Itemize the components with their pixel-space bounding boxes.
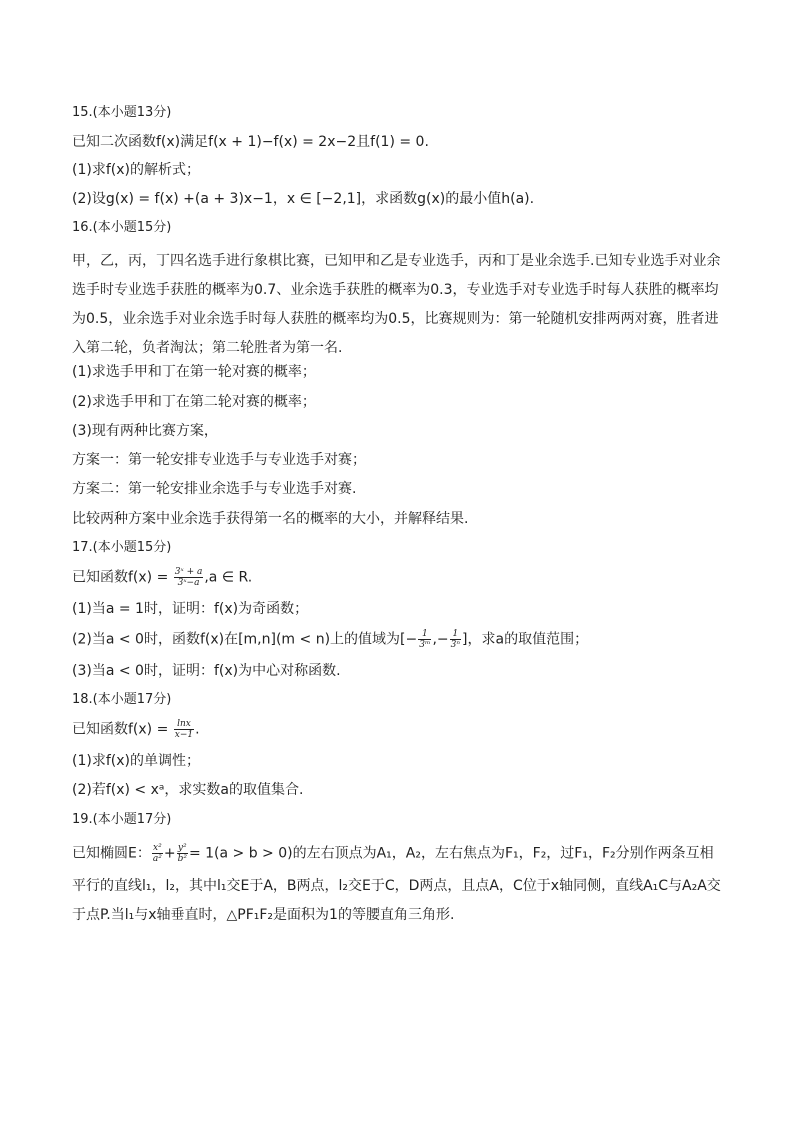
q17-part1: (1)当a = 1时，证明：f(x)为奇函数； (72, 601, 309, 617)
q16-heading: 16.(本小题15分) (72, 220, 172, 235)
q16-part1: (1)求选手甲和丁在第一轮对赛的概率； (72, 364, 316, 380)
q17-p2-frac2-den: 3ⁿ (450, 640, 461, 650)
q18-stem (72, 719, 200, 740)
q17-p2-frac2 (450, 629, 461, 650)
q18-heading: 18.(本小题17分) (72, 692, 172, 707)
q19-plus: + (163, 845, 176, 862)
q18-stem-post: . (195, 721, 200, 738)
q17-frac-den: 3ˣ−a (177, 578, 200, 588)
q19-heading: 19.(本小题17分) (72, 812, 172, 827)
q17-p2-frac1 (418, 629, 431, 650)
q17-stem-post: ,a ∈ R. (204, 569, 253, 586)
q16-plan2: 方案二：第一轮安排业余选手与专业选手对赛. (72, 481, 357, 497)
q19-frac-y-num: y² (177, 843, 187, 853)
q17-stem-pre: 已知函数f(x) = (72, 569, 169, 586)
q17-p2-frac2-num: 1 (450, 629, 461, 640)
q16-part3: (3)现有两种比赛方案， (72, 423, 218, 439)
q16-compare: 比较两种方案中业余选手获得第一名的概率的大小，并解释结果. (72, 511, 469, 527)
q19-frac-y-den: b² (177, 854, 187, 864)
q17-frac-num: 3ˣ + a (174, 567, 203, 577)
q17-p2-frac1-num: 1 (418, 629, 431, 640)
q18-frac-num: lnx (174, 719, 194, 730)
q17-part3: (3)当a < 0时，证明：f(x)为中心对称函数. (72, 663, 341, 679)
q19-frac-y (177, 843, 188, 864)
q18-part1: (1)求f(x)的单调性； (72, 753, 200, 769)
q18-fraction (174, 719, 194, 740)
q19-stem-line3: 于点P.当l₁与x轴垂直时，△PF₁F₂是面积为1的等腰直角三角形. (72, 907, 455, 923)
q16-plan1: 方案一：第一轮安排专业选手与专业选手对赛； (72, 452, 366, 468)
q17-part2 (72, 629, 588, 650)
q18-stem-pre: 已知函数f(x) = (72, 721, 169, 738)
q17-p2-frac1-den: 3ᵐ (419, 640, 431, 650)
q19-frac-x (152, 843, 163, 864)
q15-part1: (1)求f(x)的解析式； (72, 162, 200, 178)
q17-fraction (174, 567, 204, 588)
q17-p2-post: ]，求a的取值范围； (462, 631, 589, 648)
q17-stem (72, 567, 252, 588)
q18-part2: (2)若f(x) < xᵃ，求实数a的取值集合. (72, 782, 304, 798)
q16-part2: (2)求选手甲和丁在第二轮对赛的概率； (72, 394, 316, 410)
q15-stem: 已知二次函数f(x)满足f(x + 1)−f(x) = 2x−2且f(1) = 0. (72, 134, 429, 150)
q17-p2-mid: ,− (432, 631, 449, 648)
q19-stem-line2: 平行的直线l₁，l₂，其中l₁交E于A，B两点，l₂交E于C，D两点，且点A，C位于x轴同侧，直线A₁C与A₂A交 (72, 878, 721, 894)
q17-heading: 17.(本小题15分) (72, 540, 172, 555)
q15-part2: (2)设g(x) = f(x) +(a + 3)x−1，x ∈ [−2,1]，求函数g(x)的最小值h(a). (72, 191, 535, 207)
q17-p2-pre: (2)当a < 0时，函数f(x)在[m,n](m < n)上的值域为[− (72, 631, 418, 648)
q19-stem-line1 (72, 843, 714, 864)
q19-frac-x-den: a² (152, 854, 162, 864)
q19-frac-x-num: x² (153, 843, 162, 853)
q15-heading: 15.(本小题13分) (72, 105, 172, 120)
q16-stem: 甲，乙，丙，丁四名选手进行象棋比赛，已知甲和乙是专业选手，丙和丁是业余选手.已知专业选手对业余选手时专业选手获胜的概率为0.7、业余选手获胜的概率为0.3，专业选手对专业选手时每人获胜的概率均为0.5，业余选手对业余选手时每人获胜的概率均为0.5，比赛规则为：第一轮随机安排两两对赛，胜者进入第二轮，负者淘汰；第二轮胜者为第一名. (72, 253, 721, 356)
q18-frac-den: x−1 (174, 730, 194, 740)
q19-stem-l1: = 1(a > b > 0)的左右顶点为A₁，A₂，左右焦点为F₁，F₂，过F₁，F₂分别作两条互相 (188, 845, 714, 862)
q19-stem-pre: 已知椭圆E： (72, 845, 151, 862)
